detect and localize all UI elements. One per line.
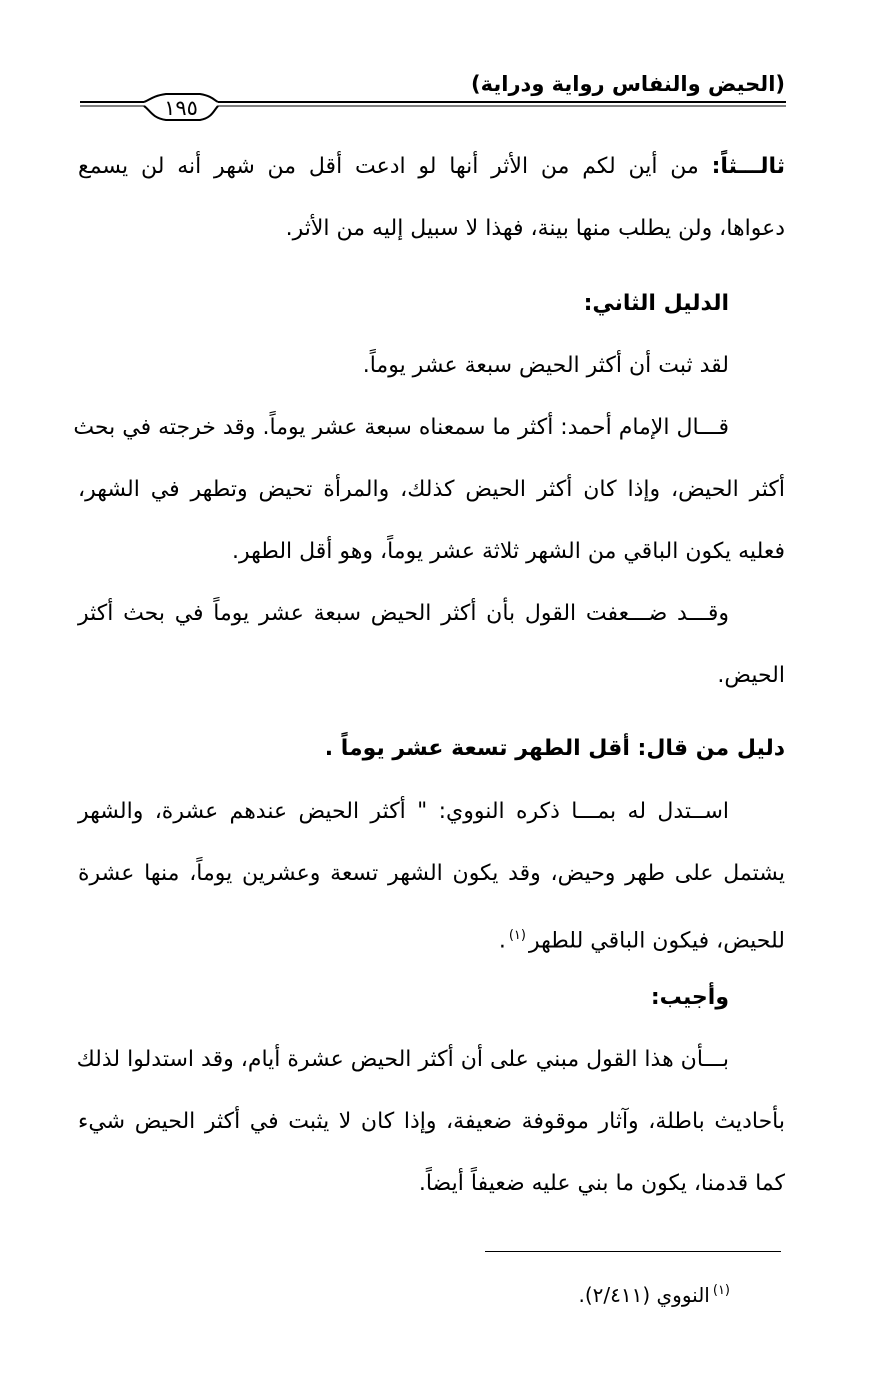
paragraph-line: اســتدل له بمـــا ذكره النووي: " أكثر الحيض عندهم عشرة، والشهر <box>78 799 729 824</box>
footnote-separator <box>485 1251 781 1252</box>
paragraph-line: الحيض. <box>717 663 785 688</box>
paragraph-line: فعليه يكون الباقي من الشهر ثلاثة عشر يوماً، وهو أقل الطهر. <box>232 539 785 564</box>
section-heading: وأجيب: <box>650 985 729 1010</box>
paragraph-line: بـــأن هذا القول مبني على أن أكثر الحيض عشرة أيام، وقد استدلوا لذلك <box>76 1047 729 1072</box>
paragraph-line: بأحاديث باطلة، وآثار موقوفة ضعيفة، وإذا كان لا يثبت في أكثر الحيض شيء <box>78 1109 785 1134</box>
paragraph-line: وقـــد ضـــعفت القول بأن أكثر الحيض سبعة عشر يوماً في بحث أكثر <box>78 601 729 626</box>
section-heading: دليل من قال: أقل الطهر تسعة عشر يوماً . <box>324 736 785 761</box>
paragraph-line: كما قدمنا، يكون ما بني عليه ضعيفاً أيضاً. <box>418 1171 785 1196</box>
line-text: للحيض، فيكون الباقي للطهر <box>528 928 785 954</box>
page-number: ١٩٥ <box>164 96 198 120</box>
paragraph-line: قـــال الإمام أحمد: أكثر ما سمعناه سبعة عشر يوماً. وقد خرجته في بحث <box>73 415 729 440</box>
paragraph-line: يشتمل على طهر وحيض، وقد يكون الشهر تسعة وعشرين يوماً، منها عشرة <box>78 861 785 886</box>
paragraph-line <box>499 921 785 956</box>
footnote-marker: (١) <box>712 1283 730 1299</box>
footnote-ref: (١) <box>508 928 526 943</box>
paragraph-line: أكثر الحيض، وإذا كان أكثر الحيض كذلك، والمرأة تحيض وتطهر في الشهر، <box>78 477 785 502</box>
paragraph-line: دعواها، ولن يطلب منها بينة، فهذا لا سبيل إليه من الأثر. <box>285 216 785 241</box>
line-end: . <box>498 928 506 954</box>
paragraph-line <box>78 152 785 182</box>
line-text: من أين لكم من الأثر أنها لو ادعت أقل من شهر أنه لن يسمع <box>78 154 712 179</box>
section-heading: الدليل الثاني: <box>583 291 729 316</box>
running-header-title: (الحيض والنفاس رواية ودراية) <box>471 72 785 96</box>
paragraph-line: لقد ثبت أن أكثر الحيض سبعة عشر يوماً. <box>362 353 729 378</box>
footnote-text: النووي (٢/٤١١). <box>578 1283 710 1307</box>
footnote <box>578 1283 733 1307</box>
section-lead: ثالـــثاً: <box>711 154 785 179</box>
